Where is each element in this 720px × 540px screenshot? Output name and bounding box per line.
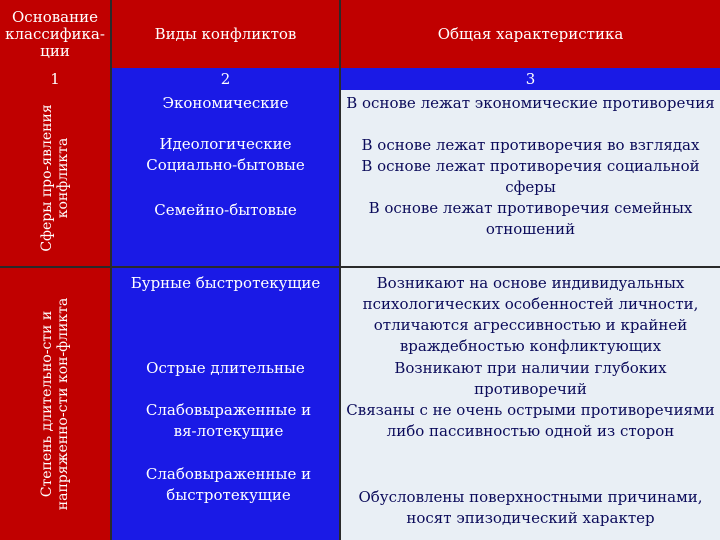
- group-1-descriptions: [341, 90, 720, 266]
- number-1: 1: [50, 70, 60, 88]
- group-1-label-line2: конфликта: [55, 137, 71, 219]
- desc-stormy: Возникают на основе индивидуальных психологических особенностей личности, отличаются агрессивностью и крайней враждебностью конфликтующих: [362, 274, 699, 355]
- header-types-text: Виды конфликтов: [154, 24, 297, 43]
- desc-acute-long: Возникают при наличии глубоких противоречий: [394, 359, 667, 398]
- group-1-types: [112, 90, 339, 266]
- header-characteristics: [341, 0, 720, 68]
- group-2-label-line1: Степень длительно-сти и: [39, 310, 55, 498]
- type-acute-long: Острые длительные: [146, 359, 305, 377]
- type-stormy: Бурные быстротекущие: [130, 274, 321, 292]
- number-cell-3: [341, 68, 720, 90]
- number-cell-2: [112, 68, 339, 90]
- header-characteristics-text: Общая характеристика: [437, 24, 624, 43]
- desc-social: В основе лежат противоречия социальной сферы: [361, 157, 700, 196]
- type-weak-fast: Слабовыраженные и быстротекущие: [145, 465, 312, 504]
- header-types: [112, 0, 339, 68]
- desc-family: В основе лежат противоречия семейных отношений: [368, 199, 693, 238]
- desc-weak-sluggish: Связаны с не очень острыми противоречиями либо пассивностью одной из сторон: [346, 401, 715, 440]
- type-economic: Экономические: [162, 94, 289, 112]
- group-1-label: [0, 90, 110, 266]
- type-social: Социально-бытовые: [146, 156, 305, 174]
- group-1-label-line1: Сферы про-явления: [39, 104, 55, 252]
- group-2-label: [0, 268, 110, 540]
- type-weak-sluggish: Слабовыраженные и вя-лотекущие: [145, 401, 312, 440]
- group-1-label-rotated: [39, 104, 71, 251]
- number-2: 2: [220, 70, 231, 88]
- desc-weak-fast: Обусловлены поверхностными причинами, носят эпизодический характер: [358, 488, 703, 527]
- type-ideological: Идеологические: [159, 135, 292, 153]
- group-2-label-rotated: [39, 298, 71, 510]
- group-2-label-line2: напряженно-сти кон-фликта: [55, 297, 71, 511]
- desc-economic: В основе лежат экономические противоречия: [346, 94, 715, 112]
- header-basis-text: Основание классифика-ции: [5, 7, 105, 60]
- number-cell-1: [0, 68, 110, 90]
- group-2-types: [112, 268, 339, 540]
- group-2-descriptions: [341, 268, 720, 540]
- desc-ideological: В основе лежат противоречия во взглядах: [361, 136, 700, 154]
- header-basis: [0, 0, 110, 68]
- type-family: Семейно-бытовые: [154, 201, 297, 219]
- number-3: 3: [525, 70, 536, 88]
